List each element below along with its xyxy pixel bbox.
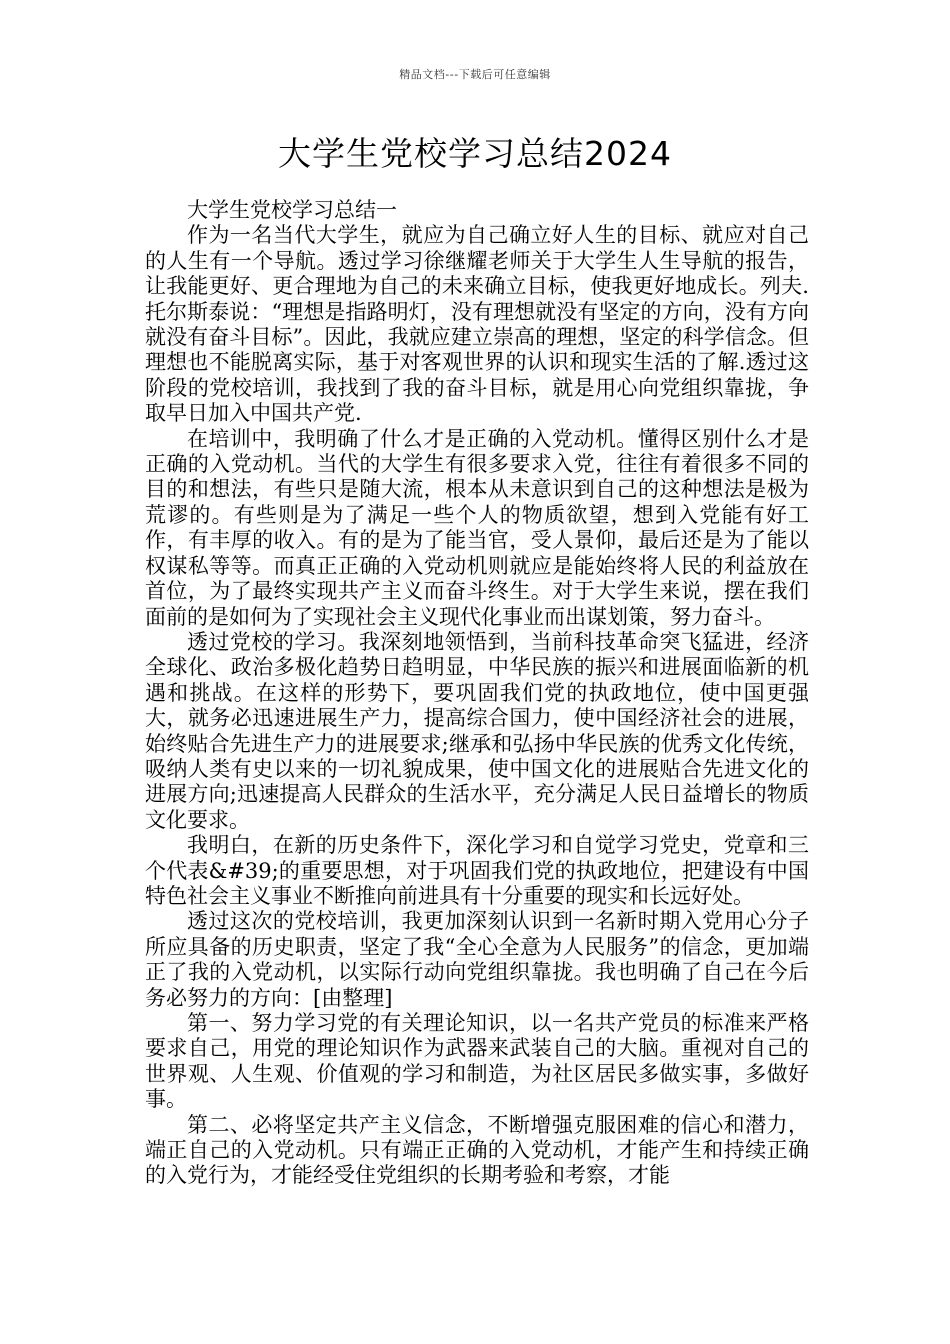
paragraph: 我明白，在新的历史条件下，深化学习和自觉学习党史，党章和三个代表&#39;的重要思想，对于巩固我们党的执政地位，把建设有中国特色社会主义事业不断推向前进具有十分重要的现实和长远好处。 [145,833,809,908]
paragraph: 作为一名当代大学生，就应为自己确立好人生的目标、就应对自己的人生有一个导航。透过学习徐继耀老师关于大学生人生导航的报告，让我能更好、更合理地为自己的未来确立目标，使我更好地成长。列夫.托尔斯泰说：“理想是指路明灯，没有理想就没有坚定的方向，没有方向就没有奋斗目标”。因此，我就应建立崇高的理想，坚定的科学信念。但理想也不能脱离实际，基于对客观世界的认识和现实生活的了解.透过这阶段的党校培训，我找到了我的奋斗目标，就是用心向党组织靠拢，争取早日加入中国共产党. [145,223,809,426]
paragraph: 第一、努力学习党的有关理论知识，以一名共产党员的标准来严格要求自己，用党的理论知识作为武器来武装自己的大脑。重视对自己的世界观、人生观、价值观的学习和制造，为社区居民多做实事，多做好事。 [145,1011,809,1112]
paragraph: 透过这次的党校培训，我更加深刻认识到一名新时期入党用心分子所应具备的历史职责，坚定了我“全心全意为人民服务”的信念，更加端正了我的入党动机，以实际行动向党组织靠拢。我也明确了自己在今后务必努力的方向：[由整理] [145,909,809,1010]
document-body [145,198,809,1189]
paragraph: 在培训中，我明确了什么才是正确的入党动机。懂得区别什么才是正确的入党动机。当代的大学生有很多要求入党，往往有着很多不同的目的和想法，有些只是随大流，根本从未意识到自己的这种想法是极为荒谬的。有些则是为了满足一些个人的物质欲望，想到入党能有好工作，有丰厚的收入。有的是为了能当官，受人景仰，最后还是为了能以权谋私等等。而真正正确的入党动机则就应是能始终将人民的利益放在首位，为了最终实现共产主义而奋斗终生。对于大学生来说，摆在我们面前的是如何为了实现社会主义现代化事业而出谋划策，努力奋斗。 [145,426,809,629]
header-note: 精品文档---下载后可任意编辑 [399,68,551,81]
document-title: 大学生党校学习总结2024 [278,134,672,173]
paragraph: 透过党校的学习。我深刻地领悟到，当前科技革命突飞猛进，经济全球化、政治多极化趋势日趋明显，中华民族的振兴和进展面临新的机遇和挑战。在这样的形势下，要巩固我们党的执政地位，使中国更强大，就务必迅速进展生产力，提高综合国力，使中国经济社会的进展，始终贴合先进生产力的进展要求;继承和弘扬中华民族的优秀文化传统，吸纳人类有史以来的一切礼貌成果，使中国文化的进展贴合先进文化的进展方向;迅速提高人民群众的生活水平，充分满足人民日益增长的物质文化要求。 [145,629,809,832]
paragraph-subtitle: 大学生党校学习总结一 [187,198,397,222]
paragraph: 第二、必将坚定共产主义信念，不断增强克服困难的信心和潜力，端正自己的入党动机。只有端正正确的入党动机，才能产生和持续正确的入党行为，才能经受住党组织的长期考验和考察，才能 [145,1112,809,1188]
